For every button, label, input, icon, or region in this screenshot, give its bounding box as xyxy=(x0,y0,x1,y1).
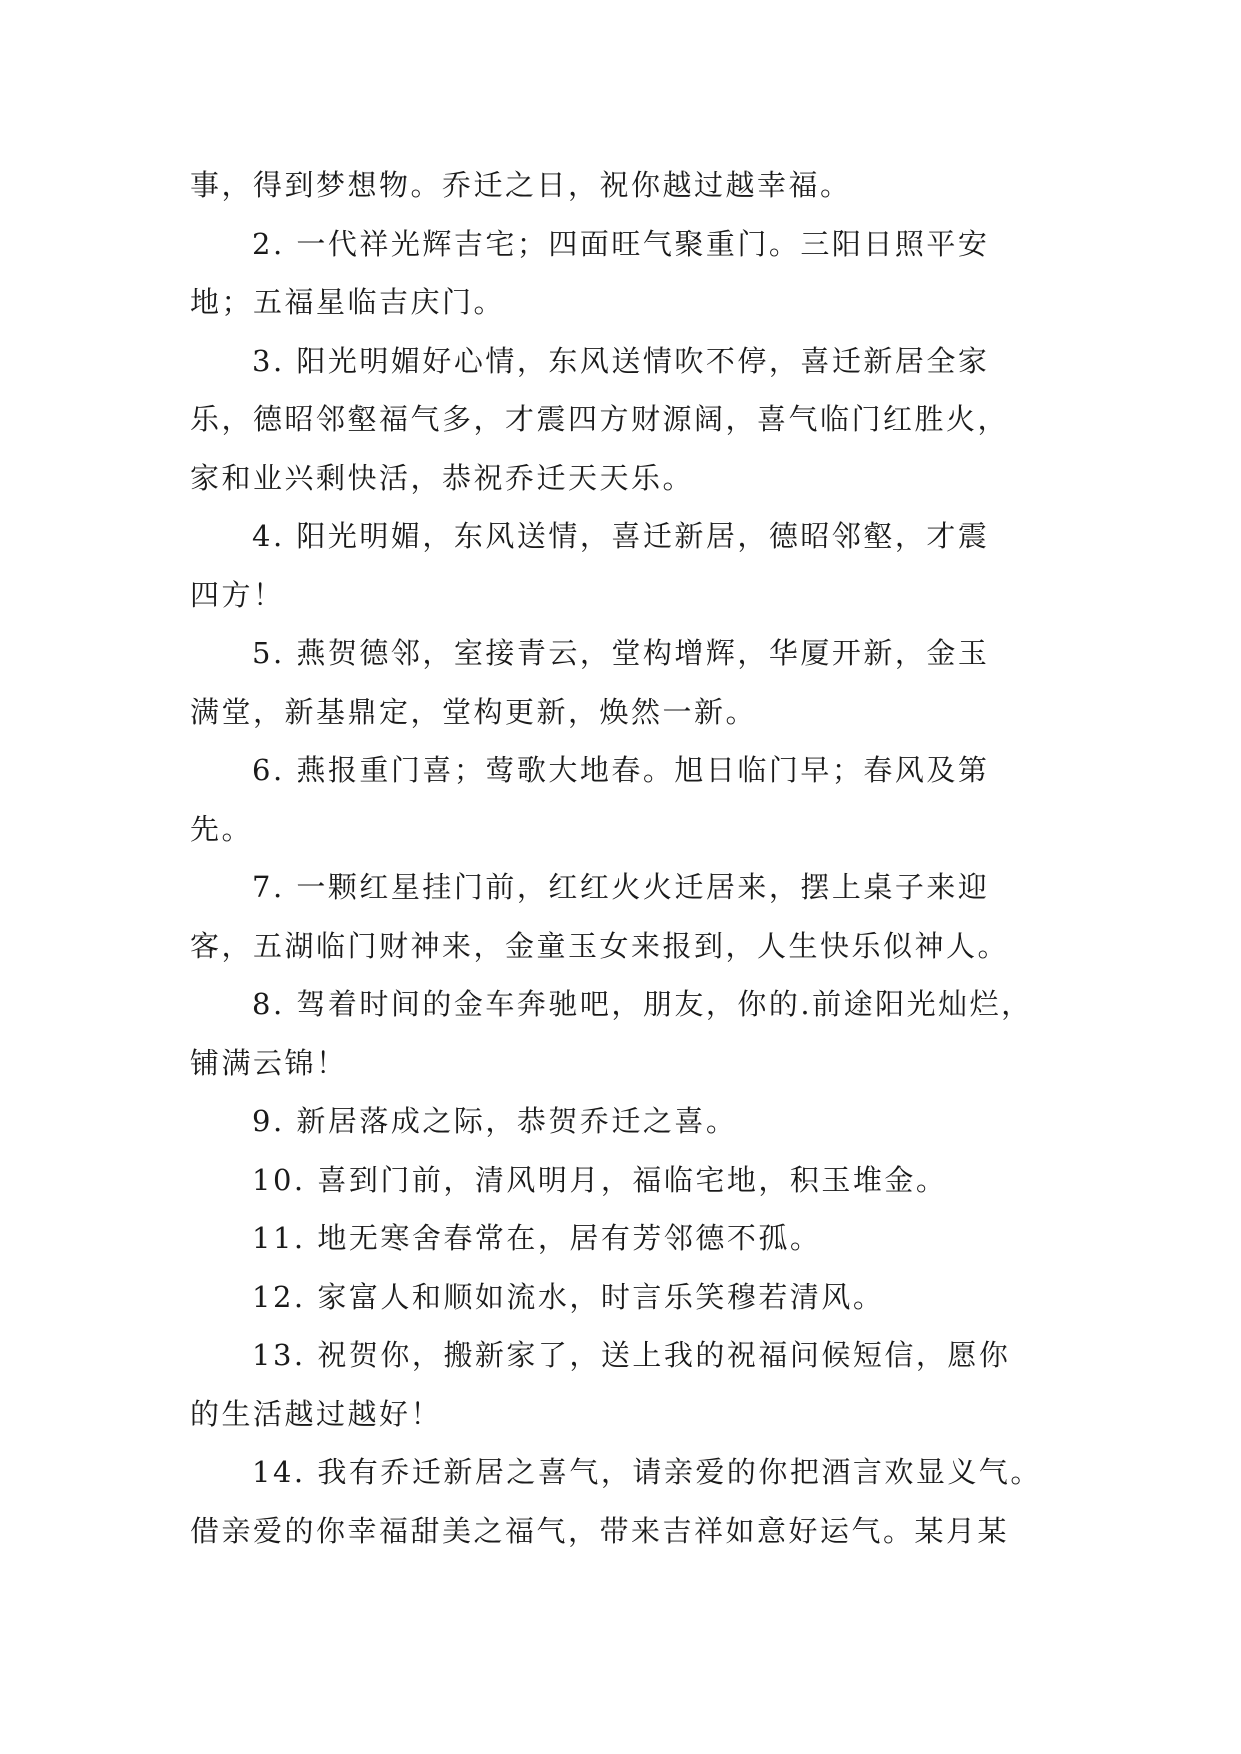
text-line: 事，得到梦想物。乔迁之日，祝你越过越幸福。 xyxy=(190,168,852,202)
text-line: 四方！ xyxy=(190,577,285,612)
text-line: 13. 祝贺你，搬新家了，送上我的祝福问候短信，愿你 xyxy=(252,1338,1011,1372)
text-line: 满堂，新基鼎定，堂构更新，焕然一新。 xyxy=(190,694,758,729)
text-line: 先。 xyxy=(190,811,254,846)
text-line: 14. 我有乔迁新居之喜气，请亲爱的你把酒言欢显义气。 xyxy=(252,1455,1042,1489)
text-line: 客，五湖临门财神来，金童玉女来报到，人生快乐似神人。 xyxy=(190,928,1010,963)
text-line: 的生活越过越好！ xyxy=(190,1396,443,1431)
text-line: 8. 驾着时间的金车奔驰吧，朋友，你的.前途阳光灿烂， xyxy=(252,987,1033,1021)
text-line: 4. 阳光明媚，东风送情，喜迁新居，德昭邻壑，才震 xyxy=(252,519,990,553)
text-line: 借亲爱的你幸福甜美之福气，带来吉祥如意好运气。某月某 xyxy=(190,1513,1010,1548)
text-line: 5. 燕贺德邻，室接青云，堂构增辉，华厦开新，金玉 xyxy=(252,636,990,670)
text-line: 家和业兴剩快活，恭祝乔迁天天乐。 xyxy=(190,460,695,495)
text-line: 7. 一颗红星挂门前，红红火火迁居来，摆上桌子来迎 xyxy=(252,870,990,904)
text-line: 12. 家富人和顺如流水，时言乐笑穆若清风。 xyxy=(252,1279,885,1314)
text-line: 6. 燕报重门喜；莺歌大地春。旭日临门早；春风及第 xyxy=(252,753,990,787)
text-line: 地；五福星临吉庆门。 xyxy=(190,285,506,319)
text-line: 11. 地无寒舍春常在，居有芳邻德不孤。 xyxy=(252,1221,822,1255)
text-line: 2. 一代祥光辉吉宅；四面旺气聚重门。三阳日照平安 xyxy=(252,226,990,261)
text-line: 铺满云锦！ xyxy=(190,1045,348,1080)
text-line: 3. 阳光明媚好心情，东风送情吹不停，喜迁新居全家 xyxy=(252,343,990,378)
text-line: 9. 新居落成之际，恭贺乔迁之喜。 xyxy=(252,1104,738,1138)
document-body xyxy=(190,156,1050,1560)
text-line: 10. 喜到门前，清风明月，福临宅地，积玉堆金。 xyxy=(252,1162,948,1197)
text-line: 乐，德昭邻壑福气多，才震四方财源阔，喜气临门红胜火， xyxy=(190,402,1010,436)
